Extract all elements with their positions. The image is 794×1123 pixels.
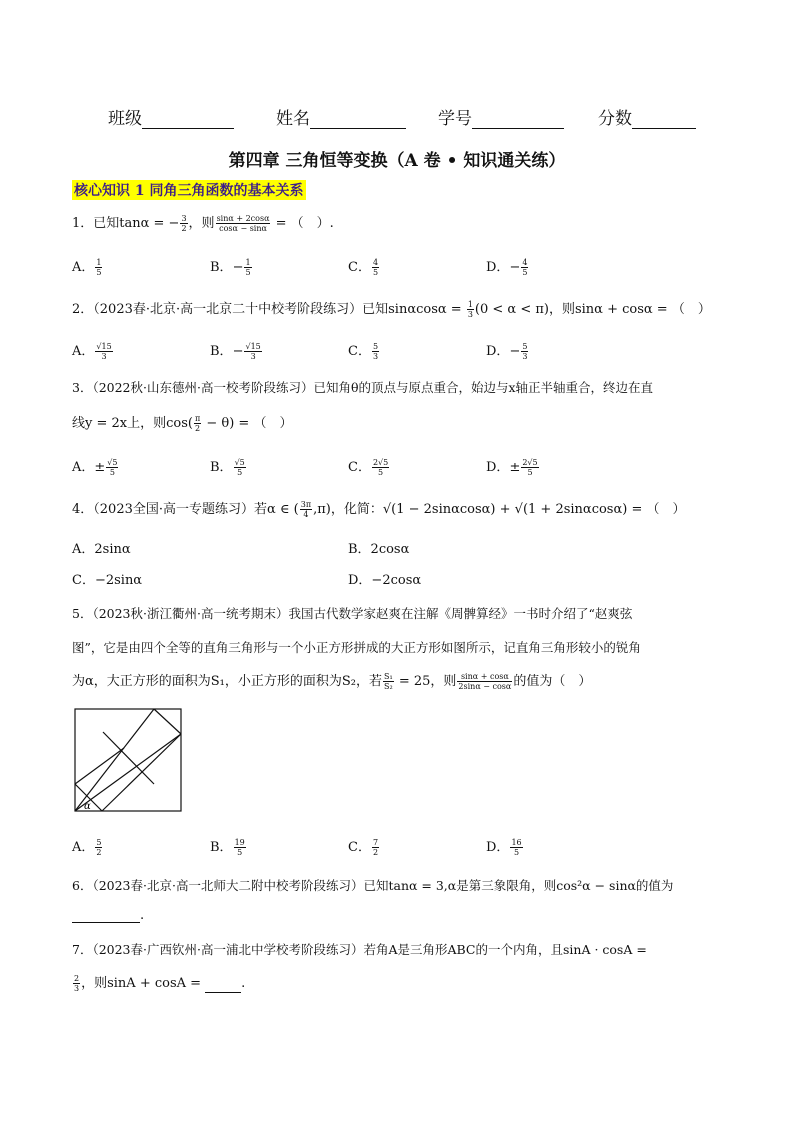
fraction-numerator: π xyxy=(194,414,201,423)
fraction-denominator: 3 xyxy=(101,352,107,361)
class-field xyxy=(108,104,234,129)
student-id-blank xyxy=(472,110,564,129)
question-6-answer-line[interactable] xyxy=(72,908,144,923)
fraction-denominator: 4 xyxy=(303,510,309,519)
text-segment xyxy=(521,258,528,277)
fraction-denominator: 5 xyxy=(522,268,528,277)
q5-option-d[interactable] xyxy=(486,836,524,857)
question-4 xyxy=(72,498,686,519)
question-5-line-2: 图”，它是由四个全等的直角三角形与一个小正方形拼成的大正方形如图所示，记直角三角形较小的锐角 xyxy=(72,640,641,655)
fraction xyxy=(383,672,394,691)
fraction-denominator: 5 xyxy=(96,268,102,277)
text-segment xyxy=(244,258,251,277)
fraction-denominator: 2 xyxy=(195,424,201,433)
fraction-denominator: 5 xyxy=(372,268,379,277)
score-label: 分数 xyxy=(598,109,632,129)
text-segment: A． xyxy=(72,260,95,275)
text-segment: − xyxy=(232,344,244,359)
fraction-numerator: 3π xyxy=(300,500,312,509)
text-segment xyxy=(95,342,112,361)
text-segment: A． xyxy=(72,460,95,475)
hypotenuse-line xyxy=(102,734,181,811)
text-segment: − θ) = （ ） xyxy=(202,416,293,431)
fraction-numerator: √15 xyxy=(245,342,261,351)
text-segment: C． xyxy=(348,344,371,359)
text-segment: . xyxy=(140,908,145,923)
q2-option-b[interactable] xyxy=(210,340,263,361)
text-segment: C． xyxy=(348,840,371,855)
question-5-line-1: 5．（2023秋·浙江衢州·高一统考期末）我国古代数学家赵爽在注解《周髀算经》一书时介绍了“赵爽弦 xyxy=(72,606,633,621)
text-segment: C． xyxy=(348,260,371,275)
q4-option-c[interactable]: C．−2sinα xyxy=(72,573,143,588)
q5-option-b[interactable] xyxy=(210,836,247,857)
fraction-numerator: 4 xyxy=(522,258,528,267)
text-segment: (0 < α < π)，则sinα + cosα = （ ） xyxy=(474,302,711,317)
answer-blank[interactable] xyxy=(72,910,140,923)
text-segment: D． xyxy=(486,460,510,475)
fraction-denominator: 2 xyxy=(96,848,102,857)
text-segment xyxy=(521,458,538,477)
q5-option-a[interactable] xyxy=(72,836,103,857)
text-segment: ,π)，化简：√(1 − 2sinαcosα) + √(1 + 2sinαcosα) = （ ） xyxy=(313,502,686,517)
fraction-numerator: 2√5 xyxy=(372,458,389,467)
q3-option-a[interactable] xyxy=(72,456,119,477)
text-segment xyxy=(106,458,118,477)
text-segment: D． xyxy=(486,840,510,855)
fraction-numerator: 2√5 xyxy=(522,458,538,467)
q3-option-b[interactable] xyxy=(210,456,247,477)
angle-alpha-label: α xyxy=(84,801,91,812)
text-segment xyxy=(234,838,246,857)
text-segment: − xyxy=(509,260,521,275)
fraction-numerator: 5 xyxy=(372,342,379,351)
q4-option-a[interactable]: A．2sinα xyxy=(72,542,131,557)
text-segment: − xyxy=(232,260,244,275)
fraction-numerator: 19 xyxy=(234,838,245,847)
score-blank xyxy=(632,110,696,129)
text-segment xyxy=(95,838,102,857)
fraction-numerator: S₁ xyxy=(384,672,393,681)
fraction xyxy=(194,414,201,433)
fraction xyxy=(467,300,474,319)
class-blank xyxy=(142,110,234,129)
fraction-numerator: 2 xyxy=(74,974,80,983)
question-2 xyxy=(72,298,711,319)
student-id-field xyxy=(438,104,564,129)
page-title: 第四章 三角恒等变换（A 卷 • 知识通关练） xyxy=(228,151,566,171)
fraction-numerator: sinα + 2cosα xyxy=(216,214,270,223)
question-6-line-1: 6．（2023春·北京·高一北师大二附中校考阶段练习）已知tanα = 3,α是第三象限角，则cos²α − sinα的值为 xyxy=(72,878,674,893)
text-segment: ± xyxy=(509,460,521,475)
q1-option-a[interactable] xyxy=(72,256,103,277)
text-segment: 为α，大正方形的面积为S₁，小正方形的面积为S₂，若 xyxy=(72,674,383,689)
name-field xyxy=(276,104,406,129)
text-segment: ，则 xyxy=(188,216,215,231)
class-label: 班级 xyxy=(108,109,142,129)
text-segment xyxy=(234,458,246,477)
fraction-denominator: S₂ xyxy=(384,682,393,691)
fraction-numerator: √15 xyxy=(96,342,112,351)
text-segment xyxy=(95,258,102,277)
q2-option-a[interactable] xyxy=(72,340,114,361)
fraction-numerator: 1 xyxy=(245,258,251,267)
fraction-denominator: 3 xyxy=(74,984,80,993)
fraction-denominator: 3 xyxy=(250,352,256,361)
fraction-denominator: cosα − sinα xyxy=(219,224,267,233)
name-blank xyxy=(310,110,406,129)
q3-option-d[interactable] xyxy=(486,456,540,477)
fraction xyxy=(180,214,187,233)
text-segment: − xyxy=(509,344,521,359)
q4-option-d[interactable]: D．−2cosα xyxy=(348,573,422,588)
fraction-numerator: 3 xyxy=(181,214,187,223)
fraction-numerator: √5 xyxy=(107,458,118,467)
fraction-numerator: 5 xyxy=(522,342,528,351)
question-5-line-3 xyxy=(72,670,591,691)
side-line xyxy=(154,709,181,734)
fraction xyxy=(457,672,512,691)
q1-option-c[interactable] xyxy=(348,256,380,277)
text-segment: A． xyxy=(72,840,95,855)
fraction-denominator: 5 xyxy=(237,848,243,857)
fraction xyxy=(216,214,271,233)
q1-option-d[interactable] xyxy=(486,256,529,277)
question-1 xyxy=(72,212,334,233)
text-segment: 2．（2023春·北京·高一北京二十中校考阶段练习）已知sinαcosα = xyxy=(72,302,466,317)
q2-option-c[interactable] xyxy=(348,340,380,361)
fraction xyxy=(73,974,80,993)
text-segment: D． xyxy=(486,344,510,359)
text-segment: B． xyxy=(210,460,233,475)
fraction-numerator: 5 xyxy=(96,838,102,847)
score-field xyxy=(598,104,696,129)
name-label: 姓名 xyxy=(276,109,310,129)
q5-option-c[interactable] xyxy=(348,836,380,857)
text-segment xyxy=(372,258,379,277)
text-segment: D． xyxy=(486,260,510,275)
fraction-numerator: 4 xyxy=(372,258,379,267)
q3-option-c[interactable] xyxy=(348,456,390,477)
fraction xyxy=(300,500,312,519)
q4-option-b[interactable]: B．2cosα xyxy=(348,542,410,557)
fraction-numerator: √5 xyxy=(234,458,245,467)
fraction-denominator: 5 xyxy=(527,468,533,477)
fraction-denominator: 5 xyxy=(245,268,251,277)
text-segment: B． xyxy=(210,840,233,855)
text-segment: B． xyxy=(210,344,233,359)
text-segment: 的值为（ ） xyxy=(513,674,592,689)
fraction-denominator: 2 xyxy=(372,848,379,857)
answer-blank[interactable] xyxy=(205,980,241,993)
text-segment: ± xyxy=(94,460,106,475)
q2-option-d[interactable] xyxy=(486,340,529,361)
section-heading: 核心知识 1 同角三角函数的基本关系 xyxy=(72,180,306,200)
text-segment: 线y = 2x上，则cos( xyxy=(72,416,193,431)
zhao-shuang-chord-diagram xyxy=(74,708,184,814)
fraction-denominator: 5 xyxy=(109,468,115,477)
fraction-denominator: 5 xyxy=(513,848,520,857)
question-3-line-1: 3．（2022秋·山东德州·高一校考阶段练习）已知角θ的顶点与原点重合，始边与x轴正半轴重合，终边在直 xyxy=(72,380,654,395)
fraction-numerator: 16 xyxy=(511,838,522,847)
fraction-denominator: 2sinα − cosα xyxy=(458,682,512,691)
text-segment: C． xyxy=(348,460,371,475)
text-segment: 1．已知tanα = − xyxy=(72,216,180,231)
text-segment: 4．（2023全国·高一专题练习）若α ∈ ( xyxy=(72,502,299,517)
text-segment: B． xyxy=(210,260,233,275)
text-segment: ，则sinA + cosA = xyxy=(81,976,206,991)
student-id-label: 学号 xyxy=(438,109,472,129)
outer-square xyxy=(75,709,181,811)
fraction-denominator: 3 xyxy=(372,352,379,361)
text-segment xyxy=(372,342,379,361)
question-7-line-2 xyxy=(72,972,245,993)
fraction-numerator: 1 xyxy=(467,300,473,309)
question-3-line-2 xyxy=(72,412,292,433)
fraction-denominator: 3 xyxy=(522,352,528,361)
student-info-row xyxy=(108,104,708,130)
q1-option-b[interactable] xyxy=(210,256,253,277)
text-segment: A． xyxy=(72,344,95,359)
fraction-denominator: 3 xyxy=(467,310,473,319)
fraction-denominator: 2 xyxy=(181,224,187,233)
text-segment: = （ ）. xyxy=(271,216,334,231)
fraction-numerator: 1 xyxy=(96,258,102,267)
fraction-denominator: 5 xyxy=(378,468,384,477)
text-segment xyxy=(521,342,528,361)
text-segment: = 25，则 xyxy=(394,674,457,689)
text-segment xyxy=(372,458,389,477)
text-segment xyxy=(372,838,379,857)
fraction-numerator: sinα + cosα xyxy=(457,672,512,682)
text-segment xyxy=(244,342,261,361)
fraction-numerator: 7 xyxy=(372,838,379,847)
fraction-denominator: 5 xyxy=(237,468,243,477)
text-segment: . xyxy=(241,976,246,991)
text-segment xyxy=(510,838,522,857)
question-7-line-1: 7．（2023春·广西钦州·高一浦北中学校考阶段练习）若角A是三角形ABC的一个内角，且sinA · cosA = xyxy=(72,942,647,957)
